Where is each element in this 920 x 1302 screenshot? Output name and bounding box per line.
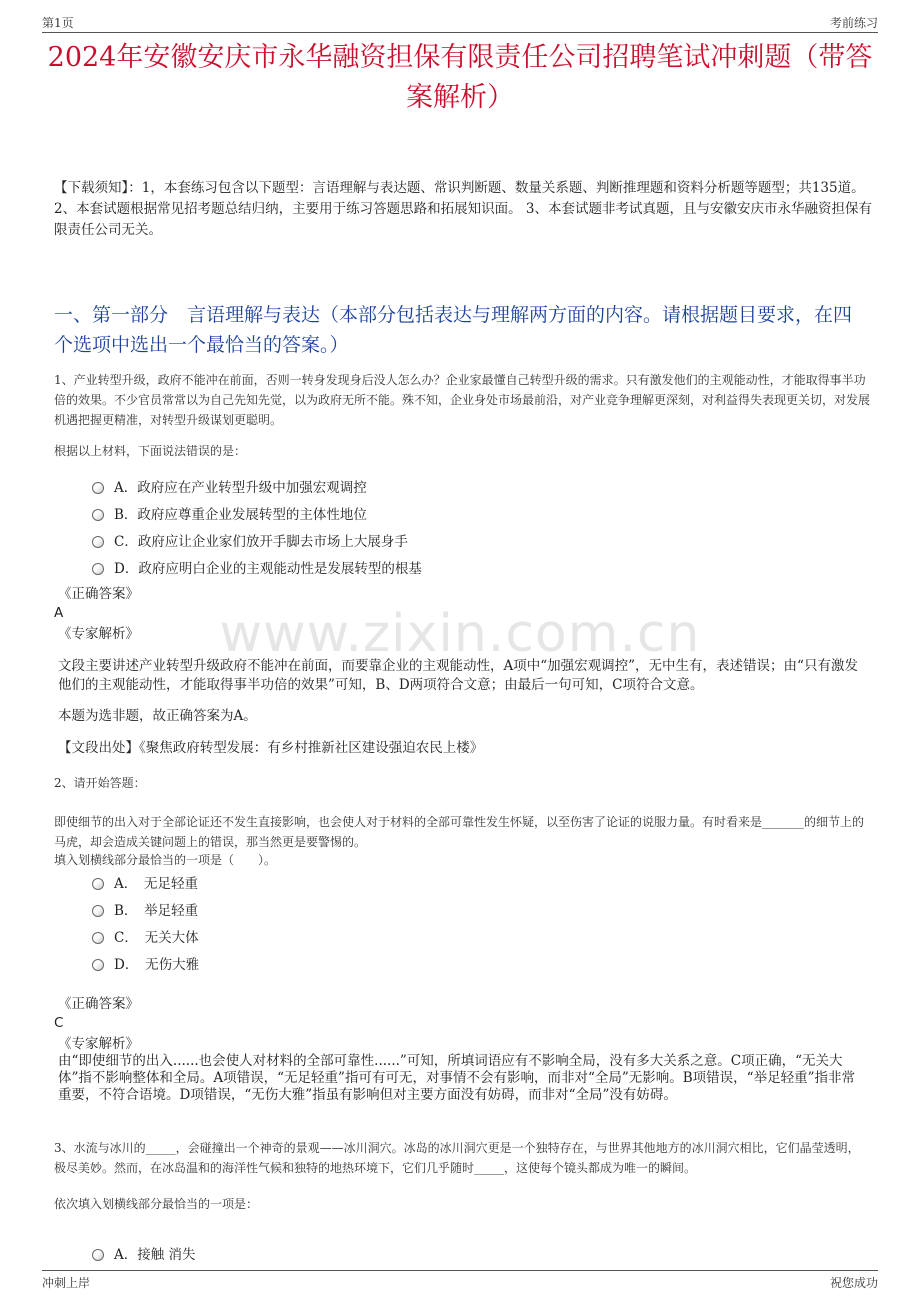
q1-stem: 1、产业转型升级，政府不能冲在前面，否则一转身发现身后没人怎么办？企业家最懂自己转型升级的需求。只有激发他们的主观能动性，才能取得事半功倍的效果。不少官员常常以为自己先知先觉，以为政府无所不能。殊不知，企业身处市场最前沿，对产业竞争理解更深刻，对利益得失表现更关切，对发展机遇把握更精准，对转型升级谋划更聪明。 [54,373,871,427]
radio-icon[interactable] [92,563,104,575]
q3-option-a[interactable]: A．接触 消失 [92,1243,196,1263]
q2-intro: 2、请开始答题： [54,776,146,790]
q3-question: 依次填入划横线部分最恰当的一项是： [54,1197,259,1211]
radio-icon[interactable] [92,482,104,494]
header-tag: 考前练习 [829,16,878,30]
q2-option-c[interactable]: C． 无关大体 [92,926,199,946]
q1-source: 【文段出处】《聚焦政府转型发展：有乡村推新社区建设强迫农民上楼》 [58,740,484,756]
radio-icon[interactable] [92,536,104,548]
footer-left: 冲刺上岸 [42,1276,91,1290]
download-notice: 【下载须知】：1，本套练习包含以下题型：言语理解与表达题、常识判断题、数量关系题、判断推理题和资料分析题等题型；共135道。 2、本套试题根据常见招考题总结归纳，主要用于练习答题思路和拓展知识面。 3、本套试题非考试真题，且与安徽安庆市永华融资担保有限责任公司无关。 [54,180,872,238]
q2-analysis-label: 《专家解析》 [58,1036,139,1052]
q2-option-d[interactable]: D． 无伤大雅 [92,953,199,973]
q1-answer: A [54,605,64,621]
q1-option-d[interactable]: D．政府应明白企业的主观能动性是发展转型的根基 [92,557,422,577]
q2-answer-label: 《正确答案》 [58,996,139,1012]
radio-icon[interactable] [92,905,104,917]
radio-icon[interactable] [92,959,104,971]
q1-question: 根据以上材料，下面说法错误的是： [54,444,247,458]
q2-answer: C [54,1015,64,1031]
q2-option-b[interactable]: B． 举足轻重 [92,899,198,919]
q3-stem: 3、水流与冰川的_____，会碰撞出一个神奇的景观——冰川洞穴。冰岛的冰川洞穴更是一个独特存在，与世界其他地方的冰川洞穴相比，它们晶莹透明，极尽美妙。然而，在冰岛温和的海洋性气候和独特的地热环境下，它们几乎随时_____，这使每个镜头都成为唯一的瞬间。 [54,1141,860,1175]
q1-option-a[interactable]: A．政府应在产业转型升级中加强宏观调控 [92,476,367,496]
q2-option-a[interactable]: A． 无足轻重 [92,872,198,892]
q1-option-c[interactable]: C．政府应让企业家们放开手脚去市场上大展身手 [92,530,408,550]
radio-icon[interactable] [92,509,104,521]
q1-analysis: 文段主要讲述产业转型升级政府不能冲在前面，而要靠企业的主观能动性，A项中“加强宏观调控”，无中生有，表述错误；由“只有激发他们的主观能动性，才能取得事半功倍的效果”可知，B、D两项符合文意；由最后一句可知，C项符合文意。 [58,658,858,693]
q1-conclusion: 本题为选非题，故正确答案为A。 [58,708,257,724]
watermark: www.zixin.com.cn [219,604,701,664]
radio-icon[interactable] [92,1249,104,1261]
header-rule [42,32,878,33]
document-title: 2024年安徽安庆市永华融资担保有限责任公司招聘笔试冲刺题（带答案解析） [47,42,873,113]
footer-rule [42,1270,878,1271]
section-title: 一、第一部分 言语理解与表达（本部分包括表达与理解两方面的内容。请根据题目要求，在四个选项中选出一个最恰当的答案。） [54,304,853,356]
radio-icon[interactable] [92,932,104,944]
radio-icon[interactable] [92,878,104,890]
q1-analysis-label: 《专家解析》 [58,626,139,642]
q2-analysis: 由“即使细节的出入......也会使人对材料的全部可靠性......”可知，所填词语应有不影响全局，没有多大关系之意。C项正确，“无关大体”指不影响整体和全局。A项错误，“无足轻重”指可有可无，对事情不会有影响，而非对“全局”无影响。B项错误，“举足轻重”指非常重要，不符合语境。D项错误，“无伤大雅”指虽有影响但对主要方面没有妨碍，而非对“全局”没有妨碍。 [58,1053,855,1103]
q1-option-b[interactable]: B．政府应尊重企业发展转型的主体性地位 [92,503,367,523]
q2-question: 填入划横线部分最恰当的一项是（ ）。 [54,853,277,867]
q2-stem: 即使细节的出入对于全部论证还不发生直接影响，也会使人对于材料的全部可靠性发生怀疑，以至伤害了论证的说服力量。有时看来是_______的细节上的马虎，却会造成关键问题上的错误，那当然更是要警惕的。 [54,815,865,849]
footer-right: 祝您成功 [829,1276,878,1290]
page-number: 第1页 [42,16,74,30]
q1-answer-label: 《正确答案》 [58,586,139,602]
